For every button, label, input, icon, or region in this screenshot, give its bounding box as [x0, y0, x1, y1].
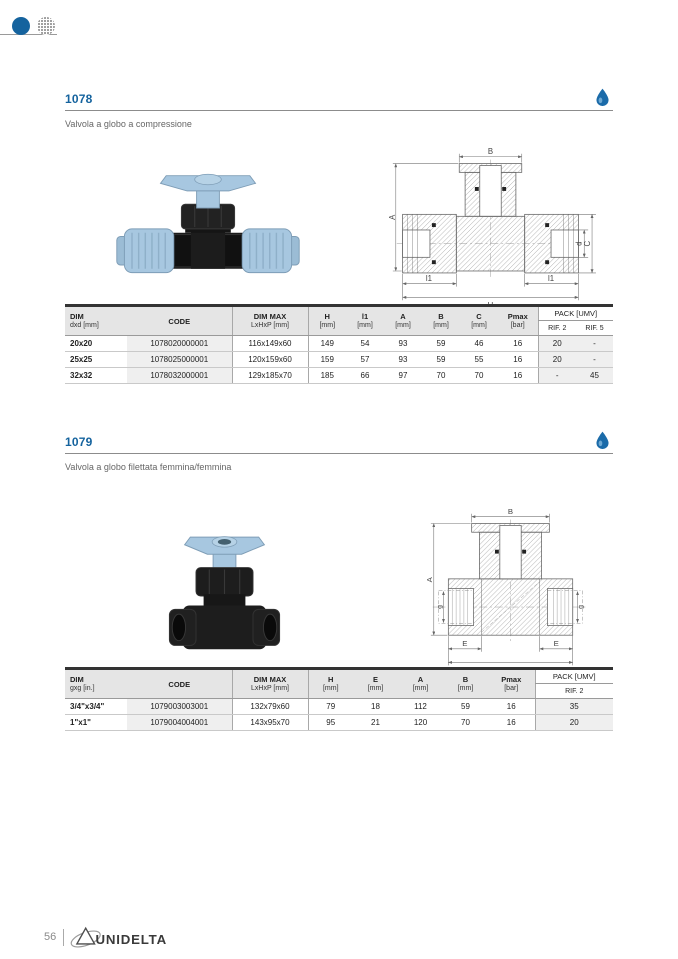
table-row: 32x32 1078032000001 129x185x70 185 66 97 70 70 16 - 45: [65, 368, 613, 384]
section-number: 1079: [65, 435, 93, 449]
pack-header: PACK [UMV]: [538, 306, 613, 321]
section-description: Valvola a globo filettata femmina/femmina: [65, 462, 232, 472]
col-header: DIM gxg [in.]: [65, 669, 127, 699]
footer-divider: [63, 929, 64, 946]
pack-ref-header: RIF. 5: [576, 321, 613, 336]
dim-label-A: A: [424, 577, 434, 583]
col-header: A [mm]: [398, 669, 443, 699]
gray-dot-marker: [37, 17, 55, 35]
dim-label-l1-left: l1: [425, 273, 433, 283]
dim-label-C: C: [583, 240, 593, 247]
table-row: 1"x1" 1079004004001 143x95x70 95 21 120 70 16 20: [65, 715, 613, 731]
col-header: DIM MAX LxHxP [mm]: [232, 306, 308, 336]
table-row: 20x20 1078020000001 116x149x60 149 54 93 59 46 16 20 -: [65, 336, 613, 352]
product-photo-1079: [158, 516, 291, 664]
brand-logo: [69, 924, 187, 957]
col-header: A [mm]: [384, 306, 422, 336]
col-header: DIM MAX LxHxP [mm]: [232, 669, 308, 699]
spec-table-1079: [65, 667, 613, 731]
dim-label-E-right: E: [553, 638, 559, 648]
dim-label-g-left: g: [436, 605, 444, 609]
technical-drawing-1078: [383, 146, 598, 317]
col-header: B [mm]: [422, 306, 460, 336]
col-header: Pmax [bar]: [488, 669, 535, 699]
col-header: l1 [mm]: [346, 306, 384, 336]
blue-dot-marker: [12, 17, 30, 35]
col-header: CODE: [127, 306, 232, 336]
brand-name: UNIDELTA: [95, 931, 167, 947]
section-rule: [65, 110, 613, 111]
table-row: 25x25 1078025000001 120x159x60 159 57 93 59 55 16 20 -: [65, 352, 613, 368]
col-header: H [mm]: [308, 669, 353, 699]
pack-header: PACK [UMV]: [535, 669, 613, 684]
dim-label-A: A: [387, 214, 397, 220]
col-header: H [mm]: [308, 306, 346, 336]
dim-label-B: B: [507, 506, 514, 516]
col-header: E [mm]: [353, 669, 398, 699]
section-rule: [65, 453, 613, 454]
water-drop-icon: [596, 88, 609, 111]
pack-ref-header: RIF. 2: [538, 321, 576, 336]
table-row: 3/4"x3/4" 1079003003001 132x79x60 79 18 112 59 16 35: [65, 699, 613, 715]
col-header: CODE: [127, 669, 232, 699]
dim-label-g-right: g: [577, 605, 585, 609]
dim-label-E-left: E: [462, 638, 468, 648]
section-description: Valvola a globo a compressione: [65, 119, 192, 129]
col-header: C [mm]: [460, 306, 498, 336]
dim-label-l1-right: l1: [548, 273, 555, 283]
col-header: Pmax [bar]: [498, 306, 538, 336]
page-number: 56: [44, 931, 57, 943]
col-header: B [mm]: [443, 669, 488, 699]
technical-drawing-1079: [421, 506, 601, 681]
product-photo-1078: [113, 151, 303, 289]
dim-label-d: d: [574, 241, 584, 246]
pack-ref-header: RIF. 2: [535, 684, 613, 699]
spec-table-1078: [65, 304, 613, 384]
col-header: DIM dxd [mm]: [65, 306, 127, 336]
section-number: 1078: [65, 92, 93, 106]
dim-label-B: B: [487, 146, 494, 156]
water-drop-icon: [596, 431, 609, 454]
